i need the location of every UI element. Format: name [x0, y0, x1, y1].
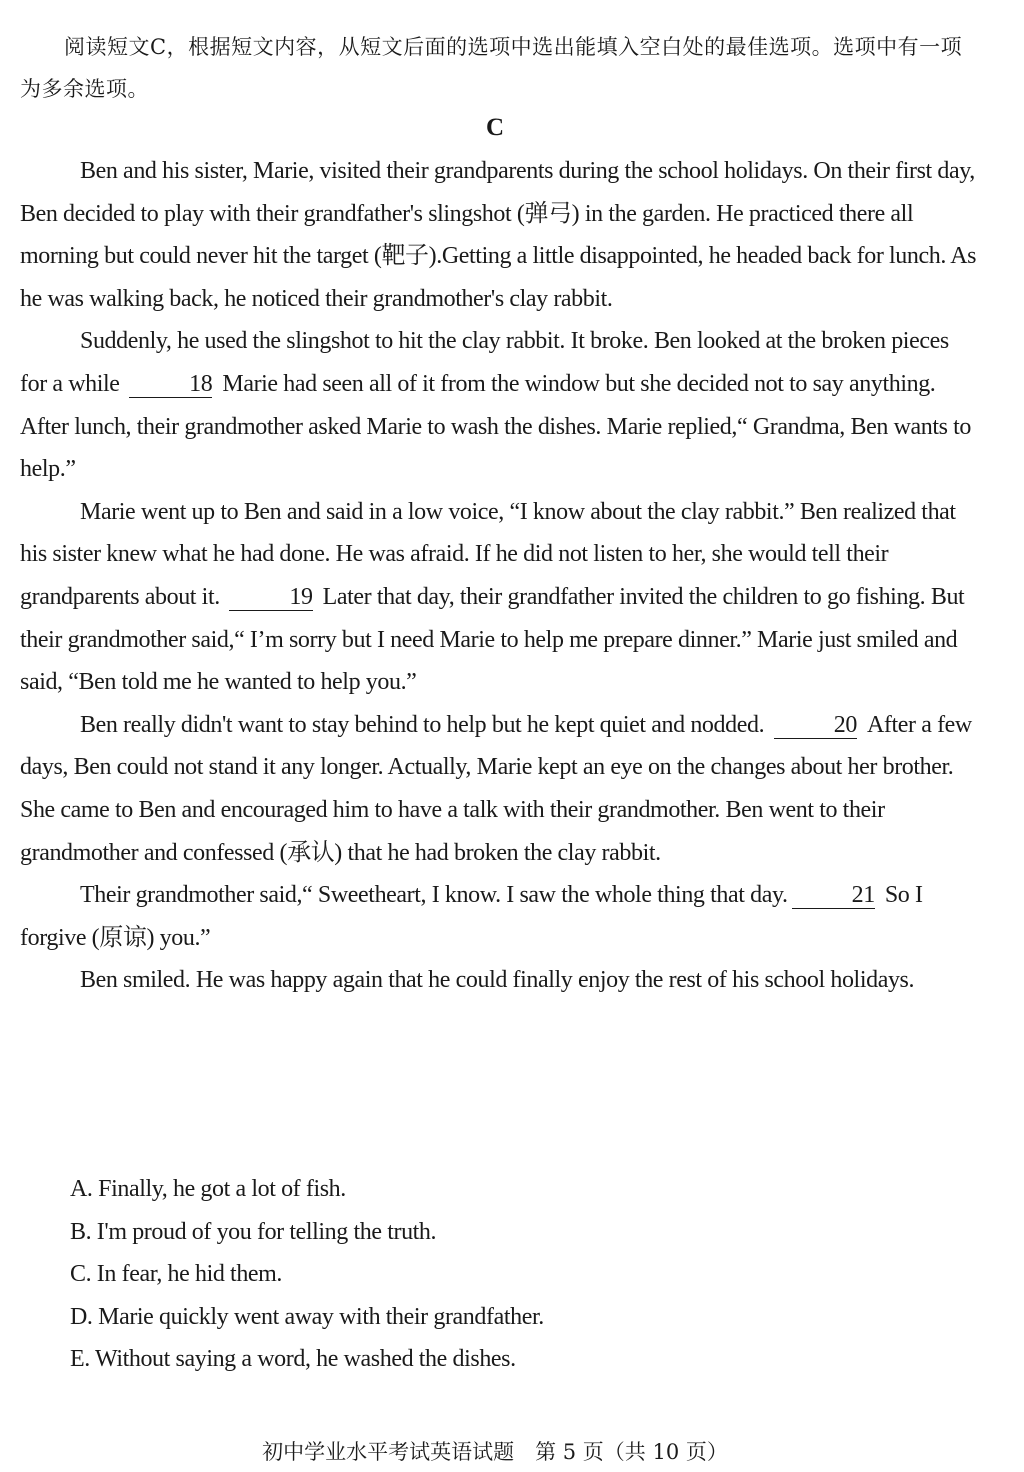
passage-text: Suddenly, he used the slingshot to hit the clay rabbit. It broke. Ben looked at the broken pieces for a while [20, 328, 949, 397]
section-letter: C [485, 114, 505, 141]
option-item: C. In fear, he hid them. [70, 1261, 283, 1287]
passage-text: Later that day, their grandfather invited the children to go fishing. But their grandmother said,“ I’m sorry but I need Marie to help me prepare dinner.” Marie just smiled and said, “Ben told me he wanted to help you.” [20, 583, 965, 696]
answer-blank: 21 [792, 882, 875, 909]
passage-text: Their grandmother said,“ Sweetheart, I know. I saw the whole thing that day. [80, 882, 788, 909]
answer-blank: 19 [229, 584, 312, 611]
passage-text: After a few days, Ben could not stand it any longer. Actually, Marie kept an eye on the changes about her brother. She came to Ben and encouraged him to have a talk with their grandmother. Ben went to their grandmother and confessed (承认) that he had broken the clay rabbit. [20, 711, 972, 866]
page-footer: 初中学业水平考试英语试题 第 5 页（共 10 页） [262, 1440, 728, 1464]
passage-paragraph [20, 150, 978, 320]
option-item: D. Marie quickly went away with their grandfather. [70, 1303, 544, 1330]
instructions: 阅读短文C，根据短文内容，从短文后面的选项中选出能填入空白处的最佳选项。选项中有一项为多余选项。 [20, 35, 963, 101]
passage-paragraph [20, 959, 978, 1002]
option-item: B. I'm proud of you for telling the truth. [70, 1218, 437, 1245]
reading-passage [20, 150, 978, 1002]
passage-text: Ben really didn't want to stay behind to help but he kept quiet and nodded. [80, 711, 770, 738]
passage-paragraph [20, 320, 978, 490]
passage-paragraph [20, 704, 978, 874]
passage-text: Marie had seen all of it from the window but she decided not to say anything. After lunch, their grandmother asked Marie to wash the dishes. Marie replied,“ Grandma, Ben wants to help.” [20, 370, 972, 483]
answer-blank: 20 [774, 712, 857, 739]
passage-text: Ben smiled. He was happy again that he could finally enjoy the rest of his school holidays. [80, 967, 915, 994]
passage-text: Marie went up to Ben and said in a low voice, “I know about the clay rabbit.” Ben realized that his sister knew what he had done. He was afraid. If he did not listen to her, she would tell their grandparents about it. [20, 498, 956, 610]
answer-options [70, 1168, 970, 1381]
option-item: A. Finally, he got a lot of fish. [70, 1176, 346, 1202]
option-item: E. Without saying a word, he washed the dishes. [70, 1346, 516, 1372]
passage-text: Ben and his sister, Marie, visited their grandparents during the school holidays. On their first day, Ben decided to play with their grandfather's slingshot (弹弓) in the garden. He practiced there all morning but could never hit the target (靶子).Getting a little disappointed, he headed back for lunch. As he was walking back, he noticed their grandmother's clay rabbit. [20, 158, 977, 312]
answer-blank: 18 [129, 371, 212, 398]
passage-text: So I forgive (原谅) you.” [20, 882, 923, 951]
passage-paragraph [20, 491, 978, 704]
passage-paragraph [20, 874, 978, 959]
